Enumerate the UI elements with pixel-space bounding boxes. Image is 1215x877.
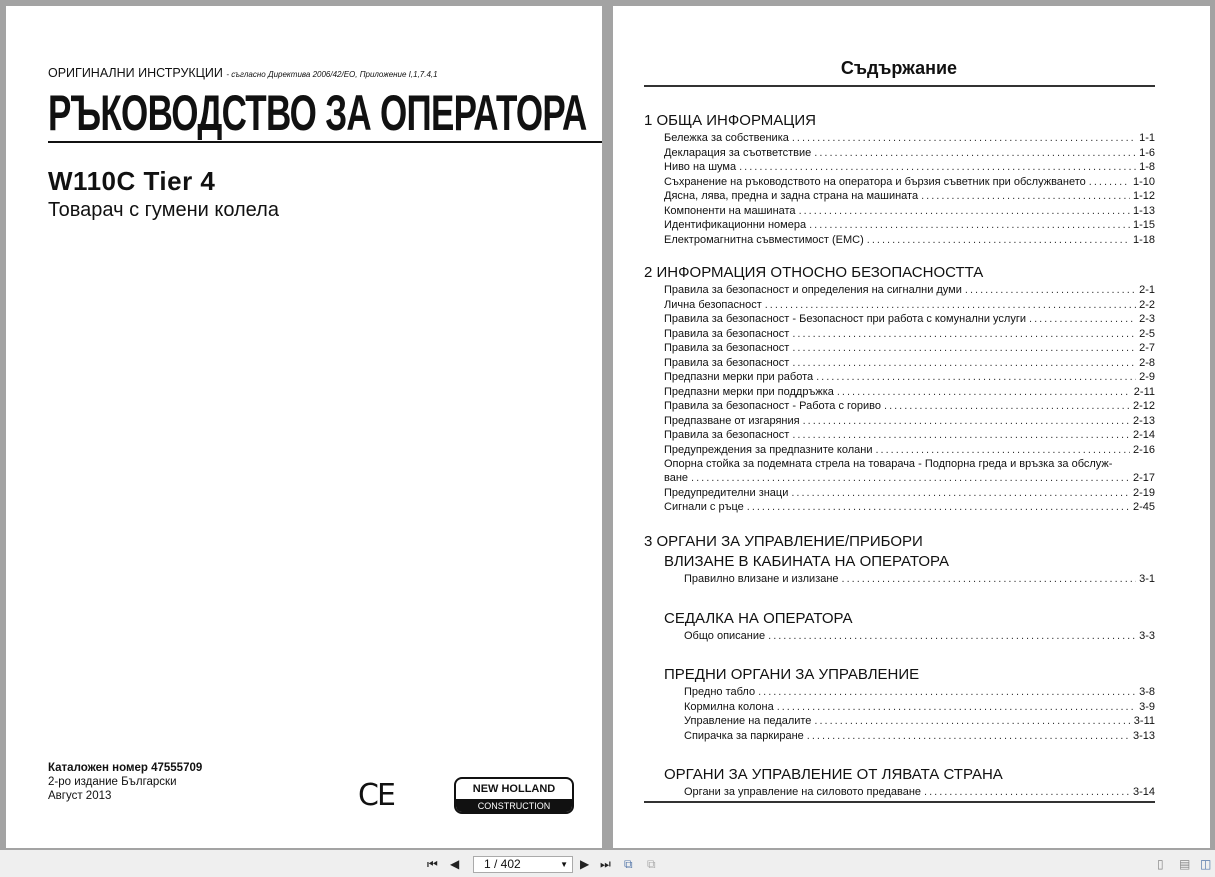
toc-entry-page: 3-1 — [1139, 573, 1155, 585]
toc-entry-page: 1-8 — [1139, 161, 1155, 173]
directive-note: - съгласно Директива 2006/42/ЕО, Приложение I,1,7.4,1 — [226, 70, 438, 79]
toc-entry-label: Правила за безопасност и определения на сигнални думи — [664, 284, 962, 296]
toc-entry-page: 2-16 — [1132, 443, 1155, 456]
toc-title: Съдържание — [840, 58, 958, 78]
toc-entry-page: 2-14 — [1132, 429, 1155, 441]
toc-section-1 — [644, 111, 1155, 247]
toc-entry-page: 3-13 — [1132, 729, 1155, 742]
dot-leader — [814, 146, 1136, 161]
toc-entry-page: 2-12 — [1132, 400, 1155, 412]
toc-entry-label: Предпазни мерки при поддръжка — [664, 385, 834, 398]
dot-leader — [758, 685, 1136, 700]
toc-entry-label: Предно табло — [684, 686, 756, 698]
dot-leader — [739, 160, 1136, 175]
dot-leader — [807, 729, 1130, 744]
toc-subsection-heading[interactable]: СЕДАЛКА НА ОПЕРАТОРА — [664, 609, 853, 627]
toc-entry-label: Правила за безопасност — [664, 429, 790, 441]
toc-entry[interactable] — [644, 700, 1155, 715]
dot-leader — [765, 298, 1136, 313]
dot-leader — [777, 700, 1136, 715]
new-holland-logo — [454, 777, 574, 814]
toc-entry[interactable] — [644, 486, 1155, 501]
toc-entry[interactable] — [644, 298, 1155, 313]
toc-entry-label: Компоненти на машината — [664, 204, 796, 217]
toc-entry-label: Правилно влизане и излизане — [684, 573, 839, 585]
cover-page — [6, 6, 602, 848]
original-instructions — [48, 66, 438, 80]
dot-leader — [747, 500, 1130, 515]
toc-entry-label: Правила за безопасност — [664, 356, 790, 369]
model-name: W110C Tier 4 — [48, 166, 216, 196]
toc-entry[interactable] — [644, 399, 1155, 414]
toc-subsection-heading[interactable]: ВЛИЗАНЕ В КАБИНАТА НА ОПЕРАТОРА — [664, 553, 950, 570]
toc-entry[interactable] — [644, 312, 1155, 327]
manual-title: РЪКОВОДСТВО ЗА ОПЕРАТОРА — [48, 85, 587, 141]
original-label: ОРИГИНАЛНИ ИНСТРУКЦИИ — [48, 66, 223, 80]
catalog-number: Каталожен номер 47555709 — [48, 762, 203, 774]
toc-entry-page: 2-17 — [1132, 472, 1155, 484]
toc-entry-page: 2-2 — [1139, 298, 1155, 311]
toc-entry-label: Предпазни мерки при работа — [664, 371, 814, 383]
toc-entry-label: Сигнали с ръце — [664, 501, 744, 513]
chevron-down-icon[interactable]: ▼ — [560, 860, 568, 869]
page-indicator: 1 / 402 — [484, 857, 521, 871]
toc-entry-page: 2-8 — [1139, 356, 1155, 369]
toc-entry-page: 2-3 — [1139, 313, 1155, 325]
toc-entry-page: 2-45 — [1132, 501, 1155, 513]
catalog-info — [48, 761, 202, 803]
toc-entry[interactable] — [644, 471, 1155, 486]
toc-entry[interactable] — [644, 370, 1155, 385]
dot-leader — [791, 486, 1130, 501]
single-page-view-icon[interactable]: ▯ — [1157, 857, 1164, 871]
dot-leader — [1029, 312, 1136, 327]
toc-entry-page: 2-5 — [1139, 327, 1155, 340]
toc-entry-label: Спирачка за паркиране — [684, 729, 804, 742]
toc-entry-label: Декларация за съответствие — [664, 146, 812, 159]
toc-page — [613, 6, 1210, 848]
toc-entry[interactable] — [644, 160, 1155, 175]
toc-entry-page: 1-15 — [1132, 219, 1155, 231]
dot-leader — [691, 471, 1130, 486]
dot-leader — [792, 327, 1136, 342]
toc-entry-label: Ниво на шума — [664, 161, 737, 173]
toc-entry-label: Бележка за собственика — [664, 132, 789, 144]
dot-leader — [867, 233, 1130, 248]
toc-subsection-heading[interactable]: ПРЕДНИ ОРГАНИ ЗА УПРАВЛЕНИЕ — [664, 666, 920, 683]
toc-entry-page: 1-1 — [1139, 132, 1155, 144]
dot-leader — [768, 629, 1136, 644]
toc-entry-page: 3-14 — [1132, 786, 1155, 798]
ce-mark-icon: CE — [358, 778, 394, 813]
last-page-icon[interactable]: ⏭ — [600, 857, 611, 871]
first-page-icon[interactable]: ⏮ — [427, 857, 438, 871]
dot-leader — [875, 443, 1130, 458]
toc-entry[interactable] — [644, 131, 1155, 146]
toc-entry[interactable] — [644, 189, 1155, 204]
dot-leader — [837, 385, 1131, 400]
logo-top: NEW HOLLAND — [472, 783, 556, 795]
toc-entry-label: ване — [664, 472, 689, 484]
toc-entry[interactable] — [644, 204, 1155, 219]
go-back-view-icon[interactable]: ⧉ — [624, 857, 633, 871]
toc-entry-page: 3-8 — [1139, 686, 1155, 698]
toc-entry-label: Общо описание — [684, 629, 766, 642]
dot-leader — [965, 283, 1136, 298]
toc-top-rule — [644, 85, 1155, 87]
toc-entry-page: 1-6 — [1139, 146, 1155, 159]
date: Август 2013 — [48, 790, 112, 802]
toc-entry-label: Електромагнитна съвместимост (EMC) — [664, 233, 864, 246]
toc-entry[interactable] — [644, 785, 1155, 800]
toc-entry[interactable] — [644, 714, 1155, 729]
toc-entry[interactable] — [644, 146, 1155, 161]
toc-entry-label: Дясна, лява, предна и задна страна на машината — [664, 190, 919, 202]
title-rule — [48, 141, 602, 143]
dot-leader — [816, 370, 1136, 385]
toc-entry-page: 2-19 — [1132, 486, 1155, 499]
toc-entry-page: 3-11 — [1133, 715, 1155, 727]
toc-subsection-heading[interactable]: ОРГАНИ ЗА УПРАВЛЕНИЕ ОТ ЛЯВАТА СТРАНА — [664, 766, 1003, 783]
toc-entry-label: Правила за безопасност - Работа с гориво — [664, 400, 882, 412]
pdf-toolbar — [0, 850, 1215, 877]
page-number-input[interactable] — [473, 856, 573, 873]
toc-entry-label: Предупреждения за предпазните колани — [664, 443, 873, 456]
dot-leader — [1089, 175, 1130, 190]
toc-entry[interactable] — [644, 385, 1155, 400]
toc-entry-page: 2-9 — [1139, 371, 1155, 383]
dot-leader — [842, 572, 1137, 587]
toc-entry[interactable] — [644, 443, 1155, 458]
toc-entry-label: Правила за безопасност - Безопасност при работа с комунални услуги — [664, 313, 1027, 325]
toc-entry-page: 2-1 — [1139, 284, 1155, 296]
toc-entry[interactable] — [644, 428, 1155, 443]
toc-section-3 — [644, 532, 1155, 800]
toc-section-heading[interactable]: 1 ОБЩА ИНФОРМАЦИЯ — [644, 112, 816, 129]
edition: 2-ро издание Български — [48, 776, 177, 788]
dot-leader — [799, 204, 1130, 219]
dot-leader — [809, 218, 1130, 233]
toc-section-heading[interactable]: 2 ИНФОРМАЦИЯ ОТНОСНО БЕЗОПАСНОСТТА — [644, 264, 984, 281]
toc-entry-label: Кормилна колона — [684, 700, 774, 713]
logo-bottom: CONSTRUCTION — [456, 799, 572, 814]
toc-entry-label: Лична безопасност — [664, 298, 762, 311]
toc-entry-page: 1-18 — [1132, 233, 1155, 246]
toc-entry[interactable] — [644, 341, 1155, 356]
toc-entry[interactable] — [644, 327, 1155, 342]
dot-leader — [792, 428, 1130, 443]
toc-entry-page: 2-7 — [1139, 342, 1155, 354]
toc-section-2 — [644, 263, 1155, 515]
toc-entry-page: 1-10 — [1132, 175, 1155, 188]
toc-entry-label: Предупредителни знаци — [664, 486, 789, 499]
prev-page-icon[interactable]: ◀ — [450, 857, 460, 871]
toc-entry-label: Управление на педалите — [684, 715, 812, 727]
toc-entry[interactable] — [644, 175, 1155, 190]
toc-entry[interactable] — [644, 685, 1155, 700]
toc-entry[interactable] — [644, 729, 1155, 744]
dot-leader — [884, 399, 1130, 414]
toc-entry-page: 3-9 — [1139, 700, 1155, 713]
toc-entry[interactable] — [644, 283, 1155, 298]
toc-entry-label-line1[interactable]: Опорна стойка за подемната стрела на товарача - Подпорна греда и връзка за обслуж- — [664, 458, 1113, 470]
dot-leader — [814, 714, 1130, 729]
dot-leader — [792, 131, 1136, 146]
toc-entry-page: 2-13 — [1132, 414, 1155, 427]
next-page-icon[interactable]: ▶ — [580, 857, 590, 871]
dot-leader — [803, 414, 1130, 429]
toc-entry-page: 1-13 — [1132, 204, 1155, 217]
toc-entry[interactable] — [644, 629, 1155, 644]
toc-entry-page: 2-11 — [1133, 385, 1155, 398]
dot-leader — [792, 356, 1136, 371]
toc-entry-page: 1-12 — [1132, 190, 1155, 202]
product-subtitle: Товарач с гумени колела — [48, 199, 279, 221]
toc-entry[interactable] — [644, 414, 1155, 429]
toc-entry[interactable] — [644, 500, 1155, 515]
dot-leader — [921, 189, 1130, 204]
toc-entry[interactable] — [644, 218, 1155, 233]
two-page-view-icon[interactable]: ◫ — [1200, 857, 1212, 871]
toc-entry[interactable] — [644, 356, 1155, 371]
dot-leader — [924, 785, 1130, 800]
dot-leader — [792, 341, 1136, 356]
toc-entry-page: 3-3 — [1139, 629, 1155, 642]
toc-entry[interactable] — [644, 233, 1155, 248]
toc-section-heading[interactable]: 3 ОРГАНИ ЗА УПРАВЛЕНИЕ/ПРИБОРИ — [644, 533, 923, 550]
toc-entry-label: Правила за безопасност — [664, 342, 790, 354]
go-forward-view-icon[interactable]: ⧉ — [647, 857, 656, 871]
toc-bottom-rule — [644, 801, 1155, 803]
toc-entry[interactable] — [644, 572, 1155, 587]
toc-entry-label: Съхранение на ръководството на оператора и бързия съветник при обслужването — [664, 175, 1086, 188]
continuous-view-icon[interactable]: ▤ — [1179, 857, 1191, 871]
toc-entry-label: Идентификационни номера — [664, 219, 807, 231]
toc-entry-label: Правила за безопасност — [664, 327, 790, 340]
toc-entry-label: Предпазване от изгаряния — [664, 414, 800, 427]
toc-entry-label: Органи за управление на силовото предаване — [684, 786, 922, 798]
